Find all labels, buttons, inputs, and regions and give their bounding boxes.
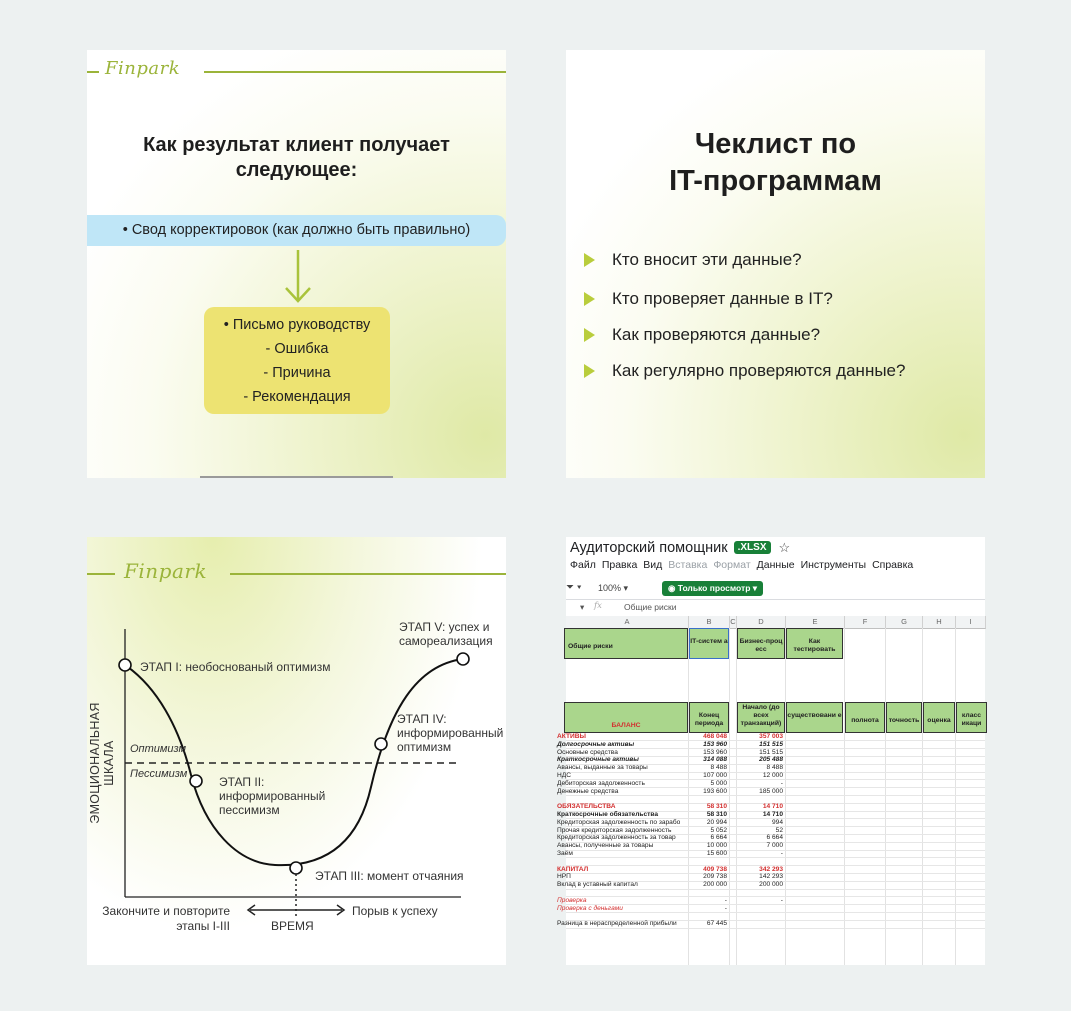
table-cell[interactable]: АКТИВЫ [557, 733, 586, 740]
view-only-button[interactable]: ◉ Только просмотр ▾ [662, 581, 763, 596]
finpark-logo: Finpark [124, 559, 208, 583]
table-cell[interactable]: Разница в нераспределенной прибыли [557, 920, 677, 928]
letter-item-error: - Ошибка [265, 341, 329, 357]
repeat-caption: Закончите и повторите этапы I-III [102, 904, 230, 933]
checklist-item: Как проверяются данные? [584, 324, 820, 346]
table-cell[interactable]: 67 445 [706, 920, 727, 928]
table-cell[interactable]: Кредиторская задолженность за товар [557, 834, 676, 842]
logo-line-left [87, 71, 99, 73]
triangle-bullet-icon [584, 364, 595, 378]
table-cell[interactable]: Долгосрочные активы [557, 740, 635, 748]
pessimism-label: Пессимизм [130, 768, 188, 780]
stage4-label: ЭТАП IV: информированный оптимизм [397, 712, 504, 754]
table-cell[interactable]: 6 664 [766, 834, 783, 842]
menu-tools[interactable]: Инструменты [800, 559, 867, 571]
table-cell[interactable]: НРП [557, 873, 571, 881]
slide-title [87, 133, 506, 183]
toolbar [566, 579, 985, 599]
formula-input[interactable]: Общие риски [624, 602, 677, 612]
stage5-label: ЭТАП V: успех и самореализация [399, 620, 493, 648]
table-cell[interactable]: 6 664 [710, 834, 727, 842]
table-cell[interactable]: 151 515 [759, 740, 783, 748]
table-cell[interactable]: 7 000 [766, 842, 783, 850]
checklist-item: Кто вносит эти данные? [584, 249, 802, 271]
slide-result[interactable] [87, 50, 506, 478]
table-cell[interactable]: ОБЯЗАТЕЛЬСТВА [557, 803, 616, 811]
title-line-2: IT-программам [669, 165, 882, 197]
col-header-b[interactable]: B [689, 616, 730, 629]
table-cell[interactable]: 52 [775, 826, 783, 834]
menu-format[interactable]: Формат [713, 559, 751, 571]
formula-bar [566, 599, 985, 617]
table-cell[interactable]: НДС [557, 772, 571, 779]
menu-help[interactable]: Справка [872, 559, 914, 571]
table-cell[interactable]: Прочая кредиторская задолженность [557, 826, 672, 834]
table-cell[interactable]: 200 000 [759, 881, 783, 889]
col-header-i[interactable]: I [956, 616, 986, 629]
stage2-marker [190, 775, 202, 787]
table-cell[interactable]: Денежные средства [557, 787, 619, 795]
menu-view[interactable]: Вид [643, 559, 663, 571]
table-cell[interactable]: 58 310 [706, 803, 727, 811]
logo-line-right [204, 71, 506, 73]
chevron-down-icon[interactable]: ▾ [580, 602, 585, 612]
table-cell[interactable]: 314 088 [703, 756, 727, 764]
table-cell[interactable]: 8 488 [710, 764, 727, 772]
balance-header[interactable]: БАЛАНС [564, 702, 688, 733]
y-axis-label: ЭМОЦИОНАЛЬНАЯ ШКАЛА [88, 702, 116, 824]
corrections-box: • Свод корректировок (как должно быть правильно) [87, 215, 506, 246]
triangle-bullet-icon [584, 292, 595, 306]
finpark-logo: Finpark [105, 58, 181, 79]
table-cell[interactable]: 185 000 [759, 787, 783, 795]
arrow-down-icon [283, 250, 313, 305]
stage5-marker [457, 653, 469, 665]
time-label: ВРЕМЯ [271, 919, 314, 933]
business-process-header[interactable]: Бизнес-проц есс [737, 628, 785, 659]
checklist-item: Кто проверяет данные в IT? [584, 288, 833, 310]
col-header-g[interactable]: G [886, 616, 923, 629]
stage1-marker [119, 659, 131, 671]
col-header-h[interactable]: H [923, 616, 956, 629]
table-cell[interactable]: - [724, 896, 727, 904]
divider [200, 476, 393, 478]
existence-header[interactable]: существовани е [786, 702, 843, 733]
table-cell[interactable]: 209 738 [703, 873, 727, 881]
valuation-header[interactable]: оценка [923, 702, 955, 733]
table-cell[interactable]: 153 960 [703, 748, 727, 756]
table-cell[interactable]: 5 052 [710, 826, 727, 834]
table-cell[interactable]: 14 710 [762, 803, 783, 811]
col-header-e[interactable]: E [786, 616, 845, 629]
table-cell[interactable]: - [724, 904, 727, 912]
table-cell[interactable]: 994 [771, 818, 783, 826]
slide-it-checklist[interactable] [566, 50, 985, 478]
table-cell[interactable]: Краткосрочные активы [557, 756, 639, 764]
title-line-1: Как результат клиент получает [143, 134, 450, 156]
menu-bar [570, 559, 919, 571]
letter-item-cause: - Причина [263, 365, 331, 381]
period-start-header[interactable]: Начало (до всех транзакций) [737, 702, 785, 733]
table-cell[interactable]: Краткосрочные обязательства [557, 811, 658, 818]
breakthrough-caption: Порыв к успеху [352, 904, 438, 918]
table-cell[interactable]: 5 000 [710, 779, 727, 787]
menu-insert[interactable]: Вставка [668, 559, 708, 571]
table-cell[interactable]: 153 960 [703, 740, 727, 748]
fx-icon: fx [594, 601, 602, 611]
it-system-header[interactable]: IT-систем а [689, 628, 729, 659]
completeness-header[interactable]: полнота [845, 702, 885, 733]
checklist-item: Как регулярно проверяются данные? [584, 360, 905, 382]
triangle-bullet-icon [584, 253, 595, 267]
classification-header[interactable]: класс икаци [956, 702, 987, 733]
stage1-label: ЭТАП I: необоснованый оптимизм [140, 660, 331, 674]
table-cell[interactable]: Вклад в уставный капитал [557, 881, 638, 889]
table-cell[interactable]: 142 293 [759, 873, 783, 881]
stage3-label: ЭТАП III: момент отчаяния [315, 869, 464, 883]
table-cell[interactable]: 12 000 [762, 772, 783, 779]
table-cell[interactable]: 20 994 [706, 818, 727, 826]
col-header-c[interactable]: C [730, 616, 737, 629]
stage4-marker [375, 738, 387, 750]
how-to-test-header[interactable]: Как тестировать [786, 628, 843, 659]
letter-item-recommendation: - Рекомендация [243, 389, 351, 405]
slide-title [566, 126, 985, 200]
management-letter-box [204, 307, 390, 414]
table-cell[interactable]: Дебиторская задолженность [557, 779, 645, 787]
table-cell[interactable]: Проверка [557, 896, 587, 904]
table-cell[interactable]: 357 003 [759, 733, 783, 740]
title-line-2: следующее: [235, 159, 358, 181]
table-cell[interactable]: 14 710 [762, 811, 783, 818]
emotion-curve [125, 659, 463, 865]
letter-title: • Письмо руководству [223, 317, 371, 333]
table-cell[interactable]: 58 310 [706, 811, 727, 818]
table-cell[interactable]: - [780, 850, 783, 857]
table-cell[interactable]: Проверка с деньгами [557, 904, 623, 912]
triangle-bullet-icon [584, 328, 595, 342]
table-cell[interactable]: Авансы, выданные за товары [557, 764, 648, 772]
table-cell[interactable]: 200 000 [703, 881, 727, 889]
col-header-a[interactable]: A [566, 616, 689, 629]
period-end-header[interactable]: Конец периода [689, 702, 729, 733]
filter-icon[interactable]: ⏷ ▾ [566, 582, 582, 593]
table-cell[interactable]: КАПИТАЛ [557, 865, 589, 873]
doc-title [570, 540, 790, 556]
menu-data[interactable]: Данные [756, 559, 795, 571]
doc-title-text: Аудиторский помощник [570, 540, 728, 556]
star-icon[interactable]: ☆ [778, 540, 791, 555]
spreadsheet-screenshot[interactable] [557, 537, 985, 965]
table-cell[interactable]: 193 600 [703, 787, 727, 795]
zoom-select[interactable]: 100% ▾ [598, 583, 629, 593]
slide-emotion-curve[interactable] [87, 537, 506, 965]
table-cell[interactable]: - [780, 896, 783, 904]
general-risks-header[interactable]: Общие риски [564, 628, 688, 659]
col-header-d[interactable]: D [737, 616, 786, 629]
title-line-1: Чеклист по [694, 128, 857, 160]
xlsx-badge: .XLSX [734, 541, 771, 554]
table-cell[interactable]: 205 488 [759, 756, 783, 764]
table-cell[interactable]: Авансы, полученные за товары [557, 842, 654, 850]
table-cell[interactable]: 15 600 [706, 850, 727, 857]
accuracy-header[interactable]: точность [886, 702, 922, 733]
menu-edit[interactable]: Правка [601, 559, 638, 571]
stage3-marker [290, 862, 302, 874]
table-cell[interactable]: Основные средства [557, 748, 618, 756]
table-cell[interactable]: 409 738 [703, 865, 727, 873]
table-cell[interactable]: 468 048 [703, 733, 727, 740]
table-cell[interactable]: 107 000 [703, 772, 727, 779]
table-cell[interactable]: 342 293 [759, 865, 783, 873]
table-cell[interactable]: Кредиторская задолженность по зарабо [557, 818, 681, 826]
optimism-label: Оптимизм [130, 743, 187, 755]
stage2-label: ЭТАП II: информированный пессимизм [219, 775, 326, 817]
table-cell[interactable]: - [780, 779, 783, 787]
menu-file[interactable]: Файл [570, 559, 596, 571]
table-cell[interactable]: 8 488 [766, 764, 783, 772]
table-cell[interactable]: 151 515 [759, 748, 783, 756]
sheet-grid[interactable] [557, 616, 985, 965]
table-cell[interactable]: Заём [557, 850, 573, 857]
table-cell[interactable]: 10 000 [706, 842, 727, 850]
col-header-f[interactable]: F [845, 616, 886, 629]
